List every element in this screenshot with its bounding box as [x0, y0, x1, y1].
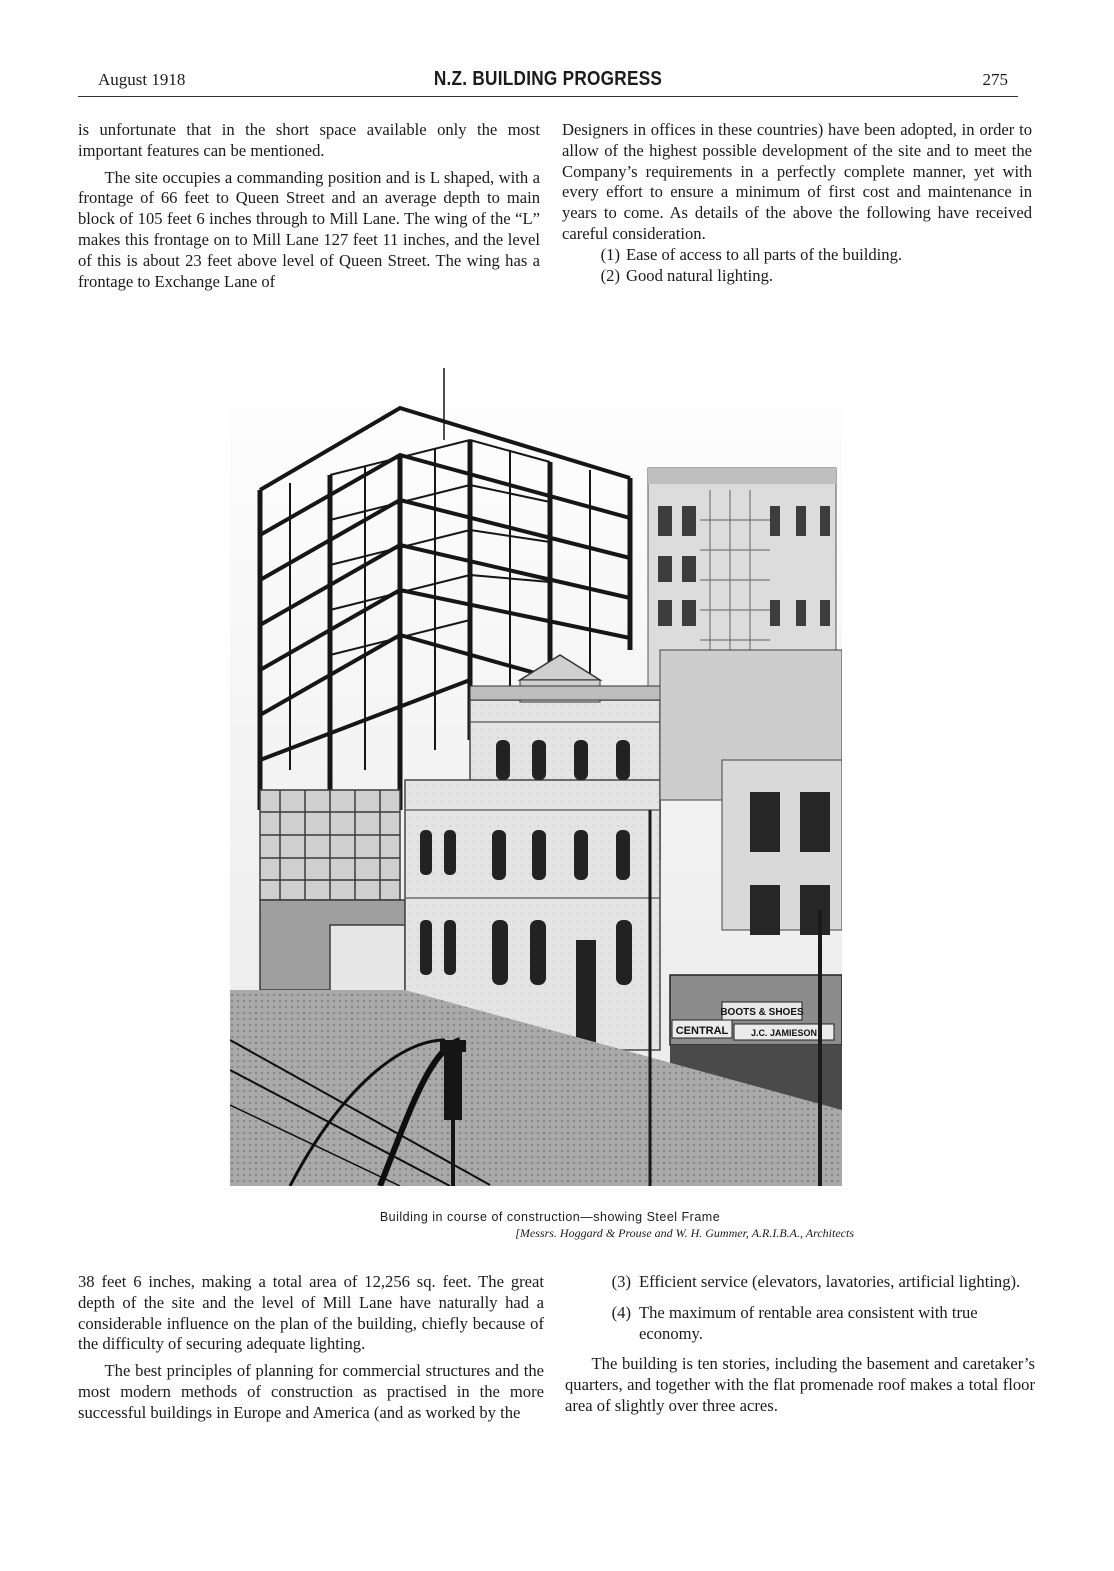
paragraph: 38 feet 6 inches, making a total area of 12,256 sq. feet. The great depth of the site and the level of Mill Lane have naturally had a considerable influence on the plan of the building, chiefly because of the difficulty of securing adequate lighting.: [78, 1272, 544, 1354]
list-item: [565, 1303, 1035, 1345]
list-number: (4): [611, 1302, 631, 1322]
shop-sign-boots: BOOTS & SHOES: [720, 1007, 804, 1018]
photo-illustration: [230, 350, 842, 1186]
top-left-column: [78, 120, 540, 292]
list-text: Good natural lighting.: [626, 265, 774, 285]
list-text: Ease of access to all parts of the building.: [626, 244, 903, 264]
bottom-right-column: [565, 1272, 1035, 1417]
list-text: The maximum of rentable area consistent with true economy.: [639, 1302, 978, 1343]
list-item: [562, 266, 1032, 287]
photo-caption: [220, 1210, 880, 1241]
bottom-left-column: [78, 1272, 544, 1424]
paragraph: Designers in offices in these countries) have been adopted, in order to allow of the highest possible development of the site and to meet the Company’s requirements in a perfectly complete manner, yet with every effort to ensure a minimum of first cost and maintenance in years to come. As details of the above the following have received careful consideration.: [562, 120, 1032, 243]
caption-text: Building in course of construction—showing Steel Frame: [379, 1210, 721, 1224]
list-number: (3): [611, 1272, 631, 1291]
shop-sign-name: J.C. JAMIESON: [750, 1028, 818, 1038]
list-item: [562, 245, 1032, 266]
issue-date: August 1918: [98, 70, 186, 89]
construction-photograph: [230, 350, 842, 1186]
header-rule: [78, 96, 1018, 97]
list-number: (2): [600, 265, 620, 285]
scaffolding: [260, 790, 405, 995]
paragraph: is unfortunate that in the short space available only the most important features can be mentioned.: [78, 120, 540, 160]
paragraph: The building is ten stories, including the basement and caretaker’s quarters, and together with the flat promenade roof makes a total floor area of slightly over three acres.: [565, 1354, 1035, 1415]
running-header: [78, 68, 1018, 98]
paragraph: The site occupies a commanding position and is L shaped, with a frontage of 66 feet to Queen Street and an average depth to main block of 105 feet 6 inches through to Mill Lane. The wing of the “L” makes this frontage on to Mill Lane 127 feet 11 inches, and the level of this is about 23 feet above level of Queen Street. The wing has a frontage to Exchange Lane of: [78, 167, 540, 291]
top-right-column: [562, 120, 1032, 286]
page-number: 275: [982, 70, 1008, 89]
journal-title: N.Z. BUILDING PROGRESS: [433, 68, 663, 90]
list-text: Efficient service (elevators, lavatories, artificial lighting).: [639, 1272, 1021, 1291]
shop-sign-central: CENTRAL: [675, 1025, 729, 1037]
list-number: (1): [600, 244, 620, 264]
paragraph: The best principles of planning for commercial structures and the most modern methods of construction as practised in the more successful buildings in Europe and America (and as worked by the: [78, 1361, 544, 1422]
list-item: [565, 1272, 1035, 1293]
architect-credit: [Messrs. Hoggard & Prouse and W. H. Gummer, A.R.I.B.A., Architects: [515, 1226, 854, 1240]
